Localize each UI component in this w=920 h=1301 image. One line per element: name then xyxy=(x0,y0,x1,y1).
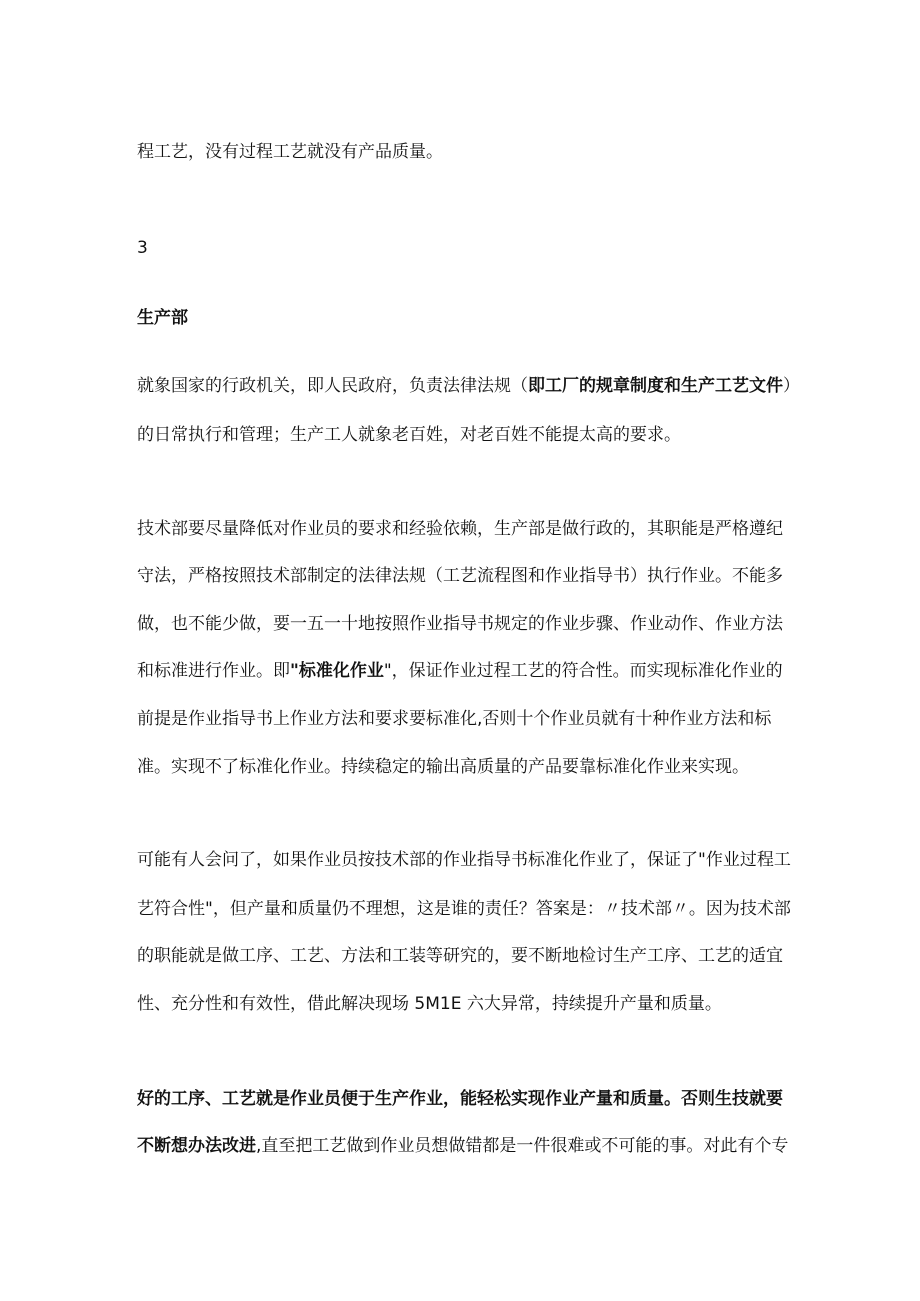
paragraph-4-line-2 xyxy=(137,1134,797,1158)
paragraph-2-line-3: 做，也不能少做，要一五一十地按照作业指导书规定的作业步骤、作业动作、作业方法 xyxy=(137,614,783,634)
bold-text-segment: 不断想办法改进 xyxy=(137,1136,256,1156)
text-line: 程工艺，没有过程工艺就没有产品质量。 xyxy=(137,142,443,162)
text-segment: 和标准进行作业。即 xyxy=(137,661,290,681)
paragraph-2-line-6: 准。实现不了标准化作业。持续稳定的输出高质量的产品要靠标准化作业来实现。 xyxy=(137,757,749,777)
paragraph-continuation xyxy=(137,140,797,164)
text-segment: 就象国家的行政机关，即人民政府，负责法律法规（ xyxy=(137,376,528,396)
bold-text-segment: 即工厂的规章制度和生产工艺文件 xyxy=(528,376,783,396)
paragraph-2-line-4 xyxy=(137,659,797,683)
paragraph-2-line-5: 前提是作业指导书上作业方法和要求要标准化,否则十个作业员就有十种作业方法和标 xyxy=(137,709,772,729)
paragraph-1-line-2: 的日常执行和管理；生产工人就象老百姓，对老百姓不能提太高的要求。 xyxy=(137,425,681,445)
paragraph-1-line-1 xyxy=(137,374,800,398)
section-number: 3 xyxy=(137,238,148,258)
paragraph-2-line-1: 技术部要尽量降低对作业员的要求和经验依赖，生产部是做行政的，其职能是严格遵纪 xyxy=(137,519,783,539)
paragraph-4-line-1: 好的工序、工艺就是作业员便于生产作业，能轻松实现作业产量和质量。否则生技就要 xyxy=(137,1089,783,1109)
paragraph-3-line-4: 性、充分性和有效性，借此解决现场 5M1E 六大异常，持续提升产量和质量。 xyxy=(137,994,722,1014)
paragraph-3-line-2: 艺符合性"，但产量和质量仍不理想，这是谁的责任？答案是：〃技术部〃。因为技术部 xyxy=(137,899,791,919)
paragraph-3-line-1: 可能有人会问了，如果作业员按技术部的作业指导书标准化作业了，保证了"作业过程工 xyxy=(137,850,791,870)
text-segment: "，保证作业过程工艺的符合性。而实现标准化作业的 xyxy=(383,661,783,681)
paragraph-3-line-3: 的职能就是做工序、工艺、方法和工装等研究的，要不断地检讨生产工序、工艺的适宜 xyxy=(137,946,783,966)
section-heading: 生产部 xyxy=(137,308,188,328)
text-segment: ,直至把工艺做到作业员想做错都是一件很难或不可能的事。对此有个专 xyxy=(256,1136,789,1156)
text-segment: ） xyxy=(783,376,800,396)
bold-text-segment: "标准化作业 xyxy=(290,661,384,681)
paragraph-2-line-2: 守法，严格按照技术部制定的法律法规（工艺流程图和作业指导书）执行作业。不能多 xyxy=(137,566,783,586)
